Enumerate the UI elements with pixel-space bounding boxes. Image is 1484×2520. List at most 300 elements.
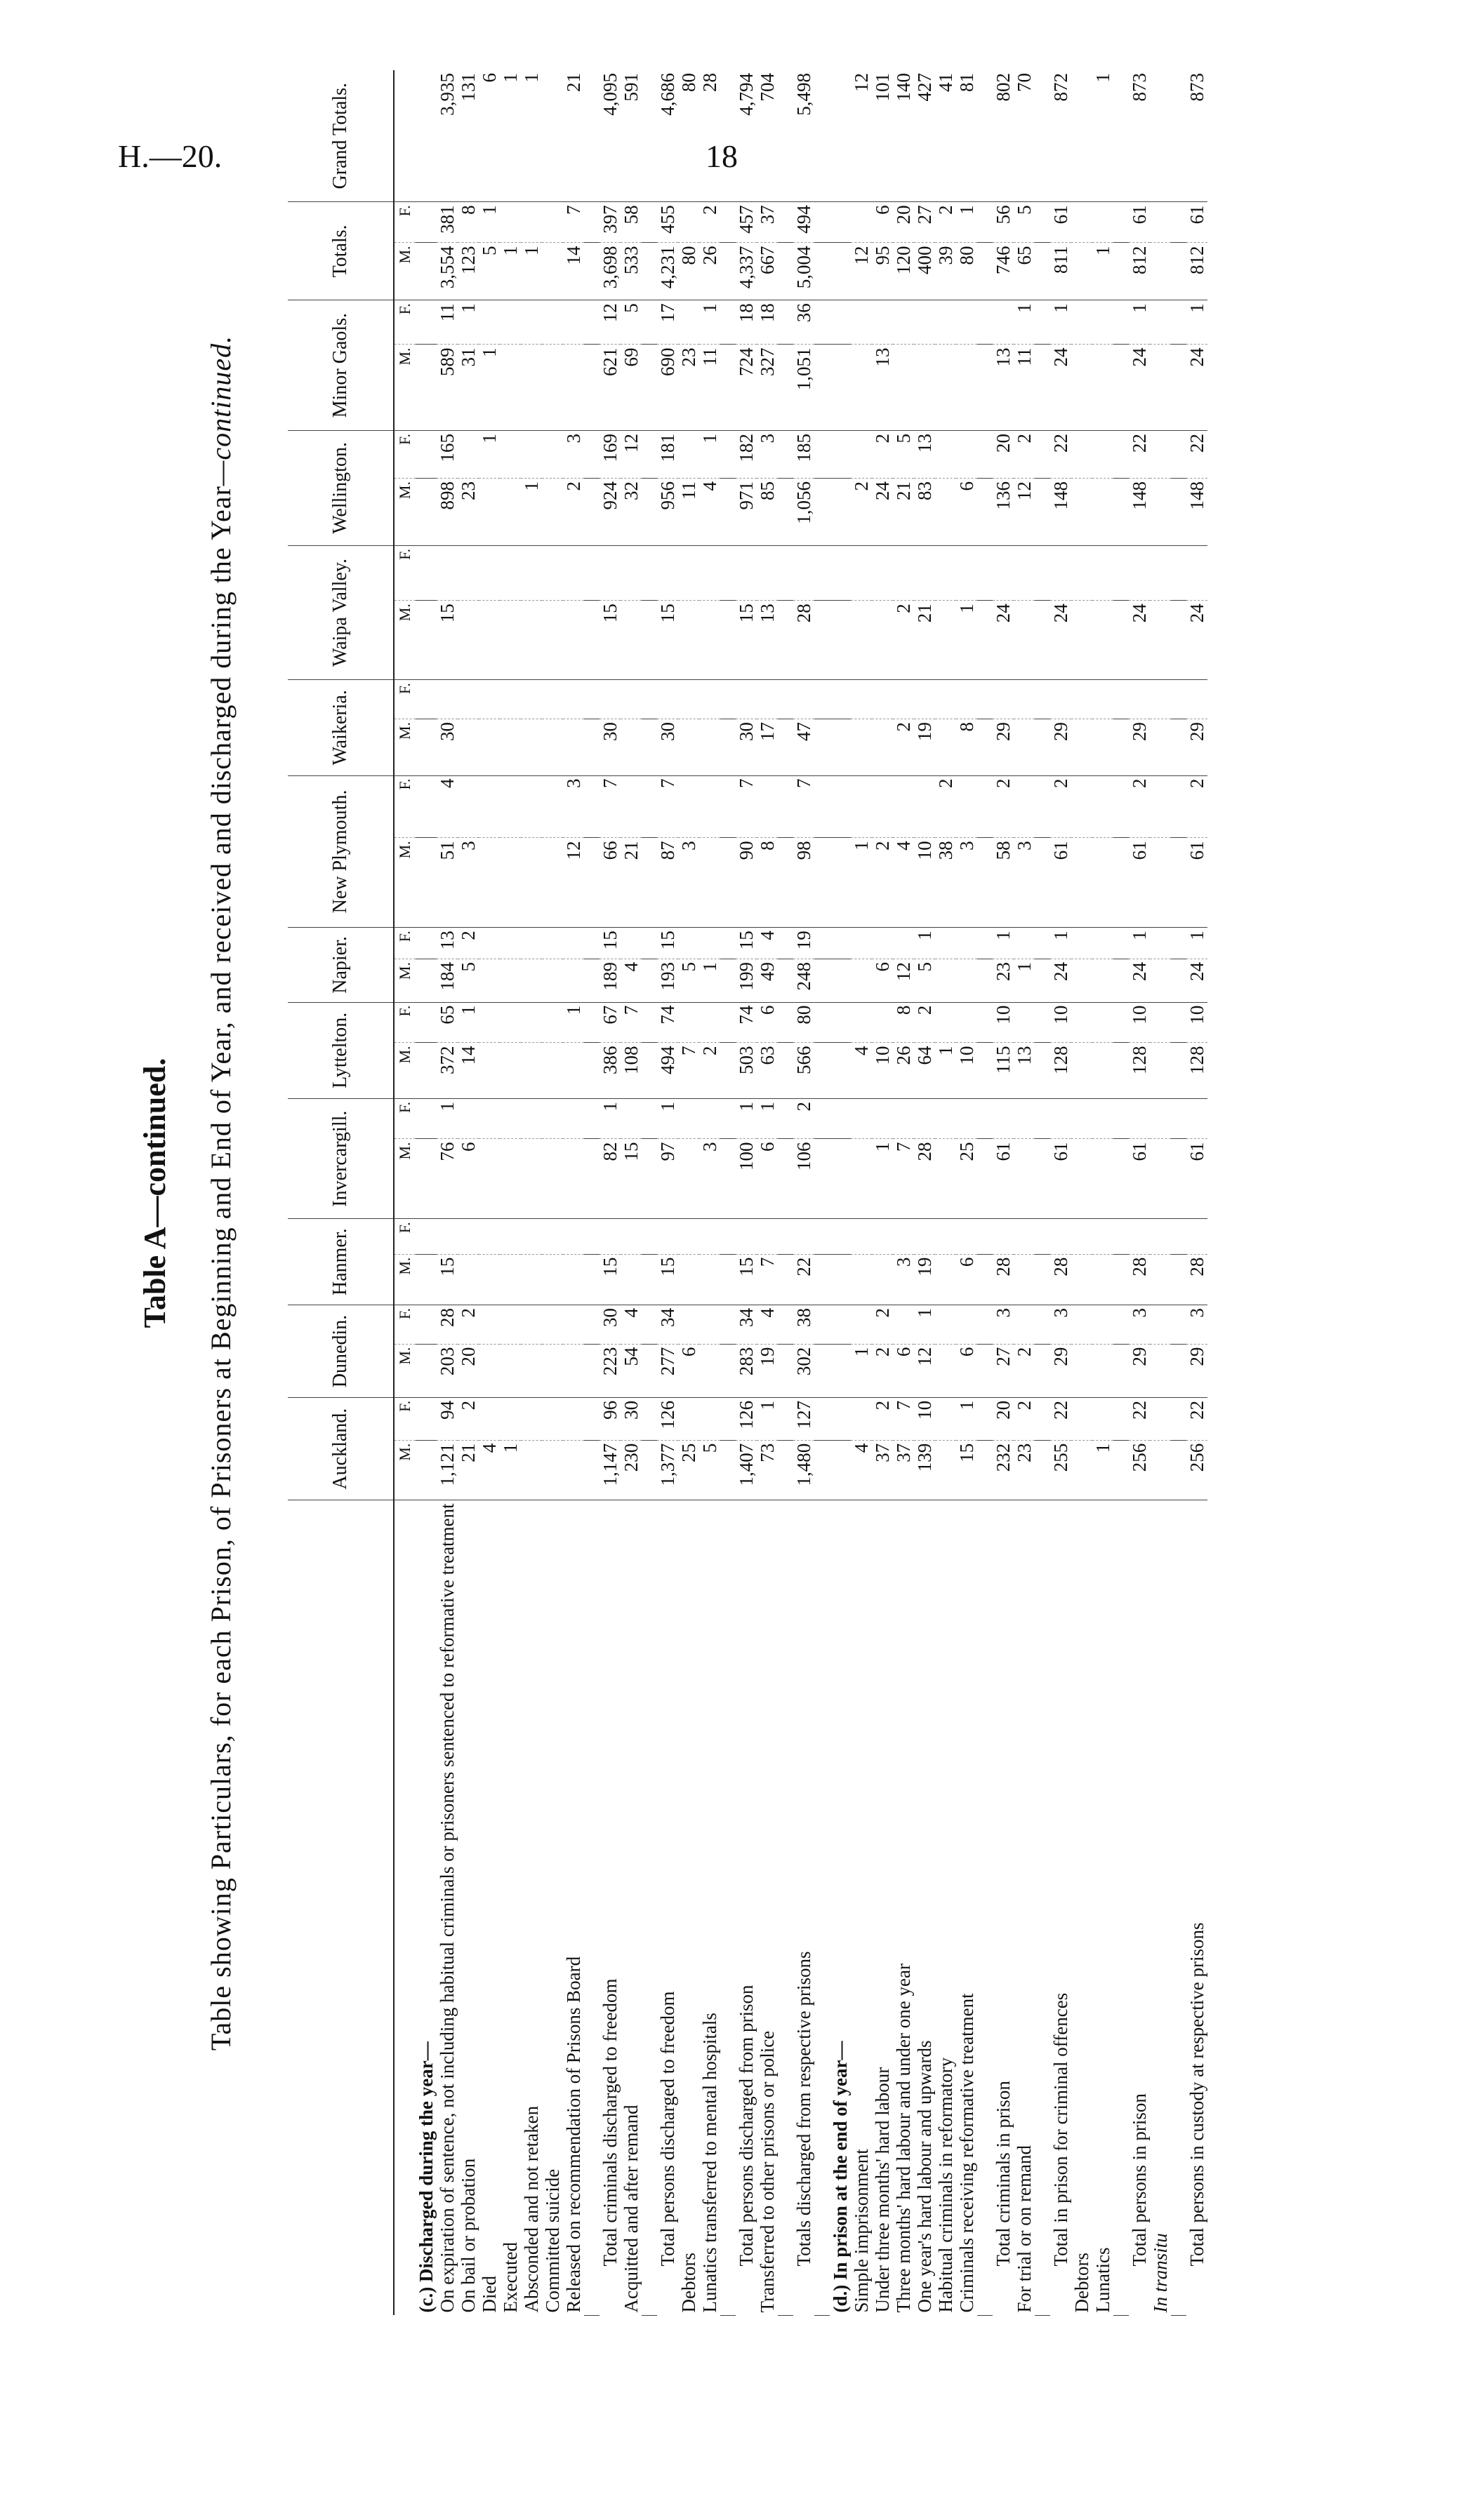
table-cell: 25 bbox=[678, 1440, 699, 1500]
spacer-cell bbox=[1035, 1254, 1050, 1305]
table-cell bbox=[993, 680, 1014, 719]
spacer-cell bbox=[1113, 1098, 1129, 1138]
spacer-cell bbox=[720, 928, 736, 959]
table-cell bbox=[458, 545, 479, 600]
spacer-cell bbox=[977, 959, 993, 1003]
table-cell bbox=[521, 345, 542, 430]
table-cell: 1 bbox=[563, 1002, 584, 1043]
table-cell: 13 bbox=[1014, 1043, 1035, 1099]
spacer-cell bbox=[1035, 300, 1050, 345]
table-cell: 327 bbox=[757, 345, 778, 430]
table-cell bbox=[935, 1098, 956, 1138]
table-cell: 4 bbox=[757, 1305, 778, 1345]
spacer-cell bbox=[1113, 775, 1129, 838]
table-cell bbox=[678, 202, 699, 243]
table-cell bbox=[1150, 345, 1171, 430]
table-cell bbox=[851, 545, 872, 600]
table-cell: 15 bbox=[736, 1254, 757, 1305]
table-heading bbox=[137, 70, 291, 2316]
spacer-cell bbox=[642, 430, 657, 478]
table-cell bbox=[1150, 1344, 1171, 1397]
table-cell: 148 bbox=[1129, 479, 1150, 546]
table-cell bbox=[1150, 243, 1171, 300]
spacer-cell bbox=[1035, 1219, 1050, 1254]
table-cell: 1 bbox=[872, 1139, 893, 1219]
table-cell bbox=[956, 928, 977, 959]
table-cell: 106 bbox=[793, 1139, 814, 1219]
spacer-cell bbox=[1113, 1002, 1129, 1043]
table-cell: 277 bbox=[657, 1344, 678, 1397]
table-cell: 11 bbox=[699, 345, 720, 430]
table-cell: 29 bbox=[1129, 1344, 1150, 1397]
spacer-cell bbox=[814, 300, 830, 345]
table-cell: 1,377 bbox=[657, 1440, 678, 1500]
table-cell bbox=[757, 1219, 778, 1254]
table-cell bbox=[956, 545, 977, 600]
table-cell: 24 bbox=[1050, 959, 1071, 1003]
table-cell bbox=[851, 430, 872, 478]
table-cell: 4 bbox=[621, 959, 642, 1003]
row-label: Total in prison for criminal offences bbox=[1050, 1992, 1071, 2267]
table-cell: 1 bbox=[851, 1344, 872, 1397]
table-cell bbox=[678, 300, 699, 345]
table-cell bbox=[872, 928, 893, 959]
table-cell: 29 bbox=[1186, 1344, 1207, 1397]
spacer-cell bbox=[584, 928, 599, 959]
table-cell bbox=[1150, 838, 1171, 928]
table-cell: 136 bbox=[993, 479, 1014, 546]
row-label: Total criminals in prison bbox=[993, 2081, 1014, 2267]
table-cell: 4 bbox=[757, 928, 778, 959]
table-cell: 7 bbox=[893, 1397, 914, 1440]
spacer-cell bbox=[778, 775, 793, 838]
table-cell: 28 bbox=[793, 601, 814, 680]
row-label: Acquitted and after remand bbox=[621, 2105, 642, 2313]
table-cell bbox=[851, 680, 872, 719]
spacer-cell bbox=[814, 838, 830, 928]
spacer-cell bbox=[977, 243, 993, 300]
table-cell: 4,686 bbox=[657, 70, 678, 202]
table-cell: 7 bbox=[793, 775, 814, 838]
table-cell: 5 bbox=[678, 959, 699, 1003]
table-cell bbox=[521, 300, 542, 345]
table-cell: 1 bbox=[1014, 959, 1035, 1003]
spacer-cell bbox=[642, 545, 657, 600]
table-cell: 128 bbox=[1186, 1043, 1207, 1099]
table-cell bbox=[521, 775, 542, 838]
table-cell: 30 bbox=[599, 1305, 621, 1345]
spacer-cell bbox=[814, 1305, 830, 1345]
empty-cell bbox=[416, 1397, 437, 1440]
table-cell bbox=[542, 719, 563, 775]
sex-label: M. bbox=[394, 345, 416, 430]
table-cell bbox=[1071, 1139, 1092, 1219]
table-cell bbox=[1014, 601, 1035, 680]
table-cell bbox=[1092, 1098, 1113, 1138]
table-cell: 80 bbox=[678, 243, 699, 300]
table-cell bbox=[1150, 70, 1171, 202]
table-cell bbox=[500, 1098, 521, 1138]
table-cell bbox=[479, 1139, 500, 1219]
spacer-cell bbox=[977, 545, 993, 600]
table-cell: 139 bbox=[914, 1440, 935, 1500]
table-row bbox=[1150, 70, 1171, 2316]
table-cell: 15 bbox=[736, 601, 757, 680]
spacer-cell bbox=[1171, 1219, 1186, 1254]
table-cell: 29 bbox=[1129, 719, 1150, 775]
row-label: Totals discharged from respective prisons bbox=[793, 1951, 814, 2267]
table-cell bbox=[500, 545, 521, 600]
table-cell: 131 bbox=[458, 70, 479, 202]
table-cell: 64 bbox=[914, 1043, 935, 1099]
spacer-cell bbox=[814, 1344, 830, 1397]
spacer-cell bbox=[1113, 1397, 1129, 1440]
table-cell: 873 bbox=[1186, 70, 1207, 202]
table-cell: 24 bbox=[1050, 345, 1071, 430]
table-cell: 457 bbox=[736, 202, 757, 243]
table-cell bbox=[479, 928, 500, 959]
table-cell bbox=[542, 838, 563, 928]
spacer-row bbox=[584, 70, 599, 2316]
empty-cell bbox=[830, 719, 851, 775]
table-cell: 1 bbox=[1186, 928, 1207, 959]
table-cell bbox=[563, 1043, 584, 1099]
table-cell: 872 bbox=[1050, 70, 1071, 202]
spacer-cell bbox=[1171, 70, 1186, 202]
table-cell: 140 bbox=[893, 70, 914, 202]
table-cell bbox=[678, 1002, 699, 1043]
empty-cell bbox=[830, 928, 851, 959]
table-cell bbox=[1071, 719, 1092, 775]
table-cell: 1 bbox=[956, 601, 977, 680]
spacer-row bbox=[977, 70, 993, 2316]
table-title: Table A—continued. bbox=[138, 1058, 172, 1328]
spacer-cell bbox=[584, 1305, 599, 1345]
spacer-cell bbox=[642, 1219, 657, 1254]
table-row bbox=[1014, 70, 1035, 2316]
spacer-cell bbox=[642, 1098, 657, 1138]
table-cell bbox=[479, 838, 500, 928]
table-cell: 5,498 bbox=[793, 70, 814, 202]
table-cell: 61 bbox=[1186, 838, 1207, 928]
table-cell bbox=[500, 775, 521, 838]
spacer-cell bbox=[1113, 928, 1129, 959]
table-cell bbox=[500, 1254, 521, 1305]
spacer-cell bbox=[977, 719, 993, 775]
sex-header-row bbox=[394, 70, 416, 2316]
spacer-cell bbox=[1113, 838, 1129, 928]
table-row bbox=[793, 70, 814, 2316]
spacer-cell bbox=[584, 775, 599, 838]
table-cell: 494 bbox=[793, 202, 814, 243]
table-cell bbox=[542, 601, 563, 680]
table-cell bbox=[458, 775, 479, 838]
spacer-cell bbox=[778, 1397, 793, 1440]
spacer-cell bbox=[778, 928, 793, 959]
row-label: Executed bbox=[500, 2242, 521, 2313]
table-cell: 2 bbox=[699, 1043, 720, 1099]
table-cell: 82 bbox=[599, 1139, 621, 1219]
table-cell: 503 bbox=[736, 1043, 757, 1099]
table-cell bbox=[521, 1139, 542, 1219]
section-header-row bbox=[830, 70, 851, 2316]
spacer-cell bbox=[1171, 1440, 1186, 1500]
table-cell: 4 bbox=[479, 1440, 500, 1500]
spacer-cell bbox=[720, 243, 736, 300]
table-cell: 2 bbox=[993, 775, 1014, 838]
table-cell bbox=[542, 1397, 563, 1440]
table-cell bbox=[521, 1344, 542, 1397]
table-cell bbox=[1092, 680, 1113, 719]
table-cell bbox=[872, 1254, 893, 1305]
table-cell: 2 bbox=[872, 838, 893, 928]
spacer-cell bbox=[977, 1098, 993, 1138]
spacer-cell bbox=[814, 479, 830, 546]
table-cell bbox=[872, 680, 893, 719]
spacer-cell bbox=[720, 1397, 736, 1440]
spacer-cell bbox=[1171, 1254, 1186, 1305]
column-header: New Plymouth. bbox=[288, 775, 394, 928]
table-cell bbox=[851, 300, 872, 345]
table-cell: 11 bbox=[678, 479, 699, 546]
table-cell: 25 bbox=[956, 1139, 977, 1219]
table-cell bbox=[1150, 1043, 1171, 1099]
table-cell: 182 bbox=[736, 430, 757, 478]
spacer-cell bbox=[977, 928, 993, 959]
spacer-cell bbox=[720, 1043, 736, 1099]
table-cell bbox=[935, 680, 956, 719]
table-cell bbox=[678, 1254, 699, 1305]
spacer-cell bbox=[1171, 479, 1186, 546]
table-cell: 1 bbox=[500, 1440, 521, 1500]
column-header: Totals. bbox=[288, 202, 394, 300]
table-cell bbox=[521, 202, 542, 243]
table-cell bbox=[1071, 479, 1092, 546]
table-cell bbox=[914, 1219, 935, 1254]
spacer-cell bbox=[1113, 1043, 1129, 1099]
table-cell bbox=[621, 1254, 642, 1305]
table-cell: 2 bbox=[935, 775, 956, 838]
empty-cell bbox=[830, 959, 851, 1003]
table-cell bbox=[563, 345, 584, 430]
table-cell bbox=[678, 680, 699, 719]
spacer-cell bbox=[977, 1440, 993, 1500]
table-row bbox=[500, 70, 521, 2316]
table-cell bbox=[500, 928, 521, 959]
table-cell bbox=[479, 1305, 500, 1345]
table-cell bbox=[956, 680, 977, 719]
spacer-cell bbox=[814, 601, 830, 680]
table-cell: 6 bbox=[893, 1344, 914, 1397]
table-cell: 81 bbox=[956, 70, 977, 202]
table-cell: 74 bbox=[736, 1002, 757, 1043]
row-label: Lunatics bbox=[1092, 2247, 1113, 2313]
table-cell bbox=[1050, 680, 1071, 719]
spacer-cell bbox=[642, 345, 657, 430]
table-cell bbox=[1092, 959, 1113, 1003]
spacer-cell bbox=[642, 1344, 657, 1397]
table-cell: 15 bbox=[437, 1254, 458, 1305]
empty-cell bbox=[830, 1139, 851, 1219]
table-cell bbox=[1150, 430, 1171, 478]
table-cell: 494 bbox=[657, 1043, 678, 1099]
table-cell bbox=[699, 1305, 720, 1345]
table-cell bbox=[935, 959, 956, 1003]
table-cell bbox=[521, 430, 542, 478]
spacer-cell bbox=[1171, 202, 1186, 243]
table-cell: 621 bbox=[599, 345, 621, 430]
table-cell bbox=[678, 430, 699, 478]
table-cell bbox=[458, 430, 479, 478]
table-cell: 18 bbox=[757, 300, 778, 345]
row-label: Total persons in prison bbox=[1129, 2093, 1150, 2267]
empty-cell bbox=[416, 1305, 437, 1345]
spacer-cell bbox=[1171, 928, 1186, 959]
table-cell: 24 bbox=[1186, 345, 1207, 430]
table-cell bbox=[793, 1219, 814, 1254]
spacer-cell bbox=[642, 928, 657, 959]
table-cell bbox=[935, 1397, 956, 1440]
table-cell: 115 bbox=[993, 1043, 1014, 1099]
spacer-cell bbox=[584, 1500, 599, 2316]
spacer-cell bbox=[1035, 1002, 1050, 1043]
subtitle-continued: —continued. bbox=[205, 335, 237, 486]
spacer-cell bbox=[778, 1098, 793, 1138]
spacer-cell bbox=[1035, 1305, 1050, 1345]
table-cell: 6 bbox=[872, 202, 893, 243]
spacer-cell bbox=[720, 959, 736, 1003]
empty-cell bbox=[830, 545, 851, 600]
table-cell: 199 bbox=[736, 959, 757, 1003]
table-cell: 90 bbox=[736, 838, 757, 928]
table-cell bbox=[542, 928, 563, 959]
spacer-cell bbox=[1035, 430, 1050, 478]
table-cell: 193 bbox=[657, 959, 678, 1003]
spacer-cell bbox=[1035, 1098, 1050, 1138]
table-cell: 24 bbox=[872, 479, 893, 546]
spacer-cell bbox=[642, 1043, 657, 1099]
table-cell: 10 bbox=[914, 1397, 935, 1440]
sex-label: F. bbox=[394, 680, 416, 719]
table-cell: 61 bbox=[1186, 202, 1207, 243]
table-cell bbox=[563, 1139, 584, 1219]
table-cell: 65 bbox=[1014, 243, 1035, 300]
spacer-cell bbox=[1035, 719, 1050, 775]
spacer-cell bbox=[1171, 545, 1186, 600]
table-cell bbox=[956, 1219, 977, 1254]
spacer-cell bbox=[778, 345, 793, 430]
spacer-cell bbox=[720, 1219, 736, 1254]
table-cell bbox=[1014, 1305, 1035, 1345]
empty-cell bbox=[416, 1002, 437, 1043]
empty-cell bbox=[830, 1344, 851, 1397]
table-cell bbox=[956, 775, 977, 838]
table-cell bbox=[1129, 545, 1150, 600]
table-cell: 1 bbox=[521, 70, 542, 202]
table-cell: 302 bbox=[793, 1344, 814, 1397]
spacer-cell bbox=[720, 719, 736, 775]
table-cell bbox=[1071, 202, 1092, 243]
spacer-cell bbox=[1035, 1139, 1050, 1219]
table-cell bbox=[935, 928, 956, 959]
table-cell: 10 bbox=[1186, 1002, 1207, 1043]
sex-label: M. bbox=[394, 719, 416, 775]
table-cell: 5 bbox=[893, 430, 914, 478]
table-cell: 15 bbox=[437, 601, 458, 680]
table-cell: 15 bbox=[657, 928, 678, 959]
table-cell: 8 bbox=[956, 719, 977, 775]
spacer-cell bbox=[1035, 1344, 1050, 1397]
spacer-cell bbox=[642, 243, 657, 300]
table-cell bbox=[1071, 1397, 1092, 1440]
empty-cell bbox=[830, 1254, 851, 1305]
table-cell: 5 bbox=[479, 243, 500, 300]
table-cell bbox=[935, 479, 956, 546]
table-cell bbox=[479, 479, 500, 546]
table-cell bbox=[500, 719, 521, 775]
spacer-cell bbox=[778, 243, 793, 300]
table-cell bbox=[521, 1440, 542, 1500]
table-cell bbox=[563, 719, 584, 775]
spacer-cell bbox=[814, 430, 830, 478]
table-cell bbox=[1071, 1043, 1092, 1099]
table-cell: 95 bbox=[872, 243, 893, 300]
table-cell bbox=[1050, 1098, 1071, 1138]
table-cell bbox=[699, 1397, 720, 1440]
table-row bbox=[1050, 70, 1071, 2316]
table-cell bbox=[621, 1219, 642, 1254]
column-header: Auckland. bbox=[288, 1397, 394, 1500]
spacer-cell bbox=[720, 1139, 736, 1219]
table-cell: 13 bbox=[872, 345, 893, 430]
table-cell: 812 bbox=[1186, 243, 1207, 300]
table-cell: 61 bbox=[1129, 838, 1150, 928]
table-cell bbox=[1092, 719, 1113, 775]
table-cell: 61 bbox=[1050, 1139, 1071, 1219]
table-cell: 1 bbox=[1186, 300, 1207, 345]
table-cell: 256 bbox=[1186, 1440, 1207, 1500]
table-cell bbox=[1092, 479, 1113, 546]
table-cell: 22 bbox=[1186, 1397, 1207, 1440]
sex-row-spacer bbox=[394, 1500, 416, 2316]
table-cell bbox=[851, 959, 872, 1003]
table-cell bbox=[1092, 1397, 1113, 1440]
spacer-cell bbox=[778, 1254, 793, 1305]
spacer-cell bbox=[642, 70, 657, 202]
table-cell bbox=[851, 1305, 872, 1345]
table-cell: 1 bbox=[657, 1098, 678, 1138]
table-row bbox=[479, 70, 500, 2316]
table-cell: 20 bbox=[993, 430, 1014, 478]
table-cell: 1 bbox=[479, 430, 500, 478]
spacer-cell bbox=[778, 719, 793, 775]
table-cell: 1 bbox=[699, 300, 720, 345]
table-cell: 85 bbox=[757, 479, 778, 546]
spacer-cell bbox=[814, 928, 830, 959]
table-row bbox=[736, 70, 757, 2316]
table-cell: 15 bbox=[599, 928, 621, 959]
table-cell: 6 bbox=[956, 1254, 977, 1305]
table-cell: 1 bbox=[1014, 300, 1035, 345]
table-cell bbox=[521, 1098, 542, 1138]
table-cell: 2 bbox=[935, 202, 956, 243]
row-label: Criminals receiving reformative treatment bbox=[956, 1993, 977, 2313]
table-cell: 28 bbox=[914, 1139, 935, 1219]
table-cell bbox=[563, 928, 584, 959]
table-cell bbox=[935, 1440, 956, 1500]
table-cell: 61 bbox=[993, 1139, 1014, 1219]
table-cell bbox=[1071, 680, 1092, 719]
